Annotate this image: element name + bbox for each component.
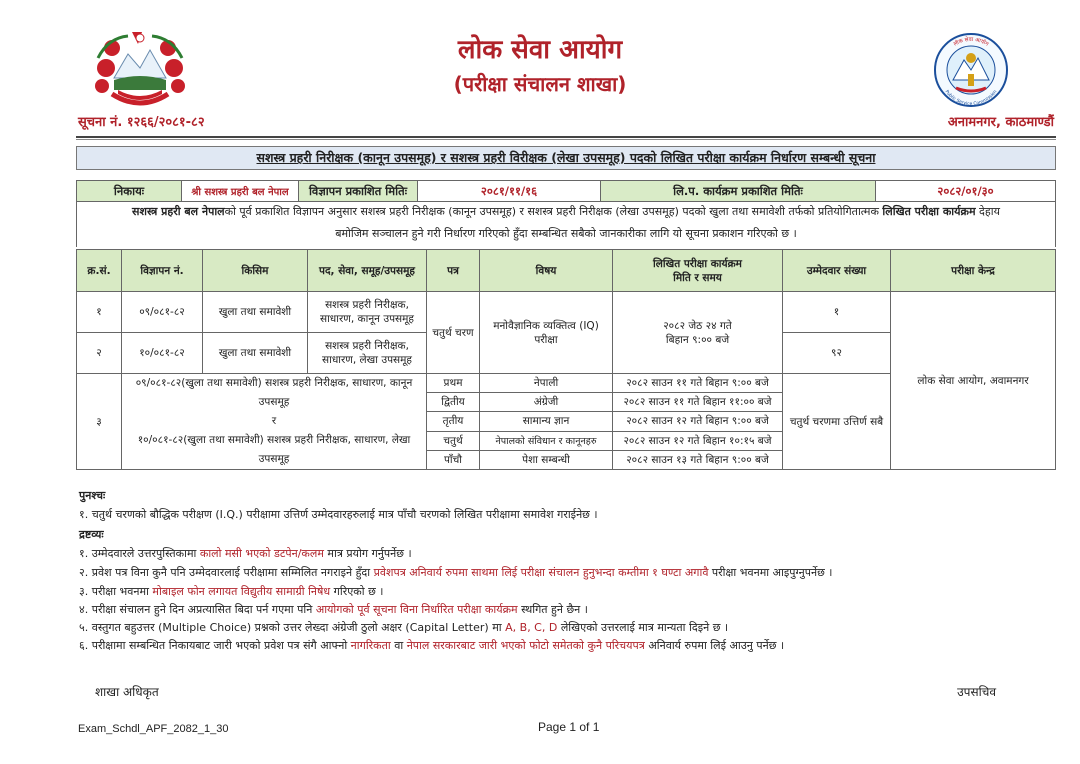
org-label: निकायः — [77, 181, 182, 202]
footer-page: Page 1 of 1 — [538, 720, 600, 734]
note-6-mid: वा — [390, 639, 407, 652]
header-post: पद, सेवा, समूह/उपसमूह — [308, 250, 427, 292]
note-6-b: अनिवार्य रुपमा लिई आउनु पर्नेछ । — [644, 639, 785, 652]
row2-post-1: सशस्त्र प्रहरी निरीक्षक, — [325, 340, 409, 352]
row2-post — [308, 333, 427, 374]
note-5 — [79, 620, 728, 635]
row3-desc-2: उपसमूह — [258, 396, 290, 408]
subject-2: अंग्रेजी — [480, 393, 613, 412]
drastavya-title: द्रष्टव्यः — [79, 528, 104, 541]
note-3 — [79, 584, 383, 599]
row1-sn: १ — [77, 292, 122, 333]
exam-schedule-table — [76, 249, 1056, 470]
intro-text-2: देहाय — [979, 205, 1000, 218]
notice-number: सूचना नं. १२६६/२०८१-८२ — [78, 115, 205, 130]
schedule-3: २०८२ साउन १२ गते बिहान ९:०० बजे — [613, 412, 783, 431]
row12-schedule-1: २०८२ जेठ २४ गते — [663, 319, 732, 332]
note-1 — [79, 546, 412, 561]
header-ad-no: विज्ञापन नं. — [122, 250, 203, 292]
row3-desc-3: र — [271, 415, 277, 427]
row3-desc-4: १०/०८१-८२(खुला तथा समावेशी) सशस्त्र प्रहरी निरीक्षक, साधारण, लेखा — [137, 434, 411, 446]
signature-right: उपसचिव — [957, 685, 996, 699]
row1-post — [308, 292, 427, 333]
psc-logo-arc-top: लोक सेवा आयोग — [952, 37, 990, 48]
paper-4: चतुर्थ — [427, 431, 480, 450]
signature-left: शाखा अधिकृत — [95, 685, 159, 699]
header-candidates: उम्मेदवार संख्या — [783, 250, 891, 292]
org-value: श्री सशस्त्र प्रहरी बल नेपाल — [182, 181, 299, 202]
note-3-b: गरिएको छ । — [330, 585, 384, 598]
header-sn: क्र.सं. — [77, 250, 122, 292]
paper-5: पाँचौ — [427, 450, 480, 469]
exam-centre: लोक सेवा आयोग, अवामनगर — [891, 292, 1056, 470]
note-1-red: कालो मसी भएको डटपेन/कलम — [199, 547, 324, 560]
ad-date-label: विज्ञापन प्रकाशित मितिः — [299, 181, 418, 202]
note-2 — [79, 565, 832, 580]
row12-schedule — [613, 292, 783, 374]
note-1-a: १. उम्मेदवारले उत्तरपुस्तिकामा — [79, 547, 200, 560]
note-5-a: ५. वस्तुगत बहुउत्तर (Multiple Choice) प्रश्नको उत्तर लेख्दा अंग्रेजी ठुलो अक्षर (Capital Letter) मा — [79, 621, 506, 634]
row12-subject-1: मनोवैज्ञानिक व्यक्तित्व (IQ) — [493, 319, 599, 332]
note-6 — [79, 638, 784, 653]
row2-sn: २ — [77, 333, 122, 374]
schedule-5: २०८२ साउन १३ गते बिहान ९:०० बजे — [613, 450, 783, 469]
program-date-value: २०८२/०१/३० — [876, 181, 1056, 202]
page-title: लोक सेवा आयोग — [457, 35, 623, 65]
paper-3: तृतीय — [427, 412, 480, 431]
note-4-b: स्थगित हुने छैन । — [517, 603, 588, 616]
note-2-b: परीक्षा भवनमा आइपुग्नुपर्नेछ । — [708, 566, 833, 579]
row12-subject-2: परीक्षा — [534, 333, 558, 346]
subject-5: पेशा सम्बन्धी — [480, 450, 613, 469]
note-4-red: आयोगको पूर्व सूचना विना निर्धारित परीक्षा कार्यक्रम — [315, 603, 518, 616]
row2-post-2: साधारण, लेखा उपसमूह — [322, 354, 412, 366]
subject-1: नेपाली — [480, 374, 613, 393]
header-schedule — [613, 250, 783, 292]
row1-post-2: साधारण, कानून उपसमूह — [319, 313, 414, 325]
intro-exam: लिखित परीक्षा कार्यक्रम — [882, 205, 976, 218]
header-type: किसिम — [203, 250, 308, 292]
paper-2: द्वितीय — [427, 393, 480, 412]
table-row — [77, 292, 1056, 333]
row2-type: खुला तथा समावेशी — [203, 333, 308, 374]
note-5-b: लेखिएको उत्तरलाई मात्र मान्यता दिइने छ । — [557, 621, 729, 634]
header-paper: पत्र — [427, 250, 480, 292]
note-6-a: ६. परीक्षामा सम्बन्धित निकायबाट जारी भएको प्रवेश पत्र संगै आफ्नो — [79, 639, 351, 652]
row2-ad-no: १०/०८१-८२ — [122, 333, 203, 374]
note-1-b: मात्र प्रयोग गर्नुपर्नेछ । — [323, 547, 412, 560]
row2-candidates: ९२ — [783, 333, 891, 374]
row1-candidates: १ — [783, 292, 891, 333]
meta-table — [76, 180, 1056, 202]
row12-paper: चतुर्थ चरण — [427, 292, 480, 374]
note-4 — [79, 602, 588, 617]
row3-desc — [122, 374, 427, 470]
paper-1: प्रथम — [427, 374, 480, 393]
subject-4: नेपालको संविधान र कानूनहरु — [480, 431, 613, 450]
note-6-red-2: नेपाल सरकारबाट जारी भएको फोटो समेतको कुनै परिचयपत्र — [406, 639, 645, 652]
header-schedule-2: मिति र समय — [673, 271, 722, 284]
note-4-a: ४. परीक्षा संचालन हुने दिन अप्रत्यासित बिदा पर्न गएमा पनि — [79, 603, 316, 616]
schedule-4: २०८२ साउन १२ गते बिहान १०:१५ बजे — [613, 431, 783, 450]
intro-paragraph — [76, 201, 1056, 247]
note-2-a: २. प्रवेश पत्र विना कुनै पनि उम्मेदवारलाई परीक्षामा सम्मिलित नगराइने हुँदा — [79, 566, 374, 579]
punascha-1: १. चतुर्थ चरणको बौद्धिक परीक्षण (I.Q.) परीक्षामा उत्तिर्ण उम्मेदवारहरुलाई मात्र पाँचौ चरणको लिखित परीक्षामा समावेश गराईनेछ । — [79, 508, 598, 521]
schedule-1: २०८२ साउन ११ गते बिहान ९:०० बजे — [613, 374, 783, 393]
note-3-a: ३. परीक्षा भवनमा — [79, 585, 153, 598]
page-subtitle: (परीक्षा संचालन शाखा) — [453, 72, 627, 96]
subject-3: सामान्य ज्ञान — [480, 412, 613, 431]
footer-filename: Exam_Schdl_APF_2082_1_30 — [78, 723, 229, 735]
note-3-red: मोबाइल फोन लगायत विद्युतीय सामाग्री निषेध — [152, 585, 331, 598]
header-subject: विषय — [480, 250, 613, 292]
row3-sn: ३ — [77, 374, 122, 470]
notice-subject: सशस्त्र प्रहरी निरीक्षक (कानून उपसमूह) र सशस्त्र प्रहरी विरीक्षक (लेखा उपसमूह) पदको लिखित परीक्षा कार्यक्रम निर्धारण सम्बन्धी सूचना — [76, 146, 1056, 170]
note-2-red: प्रवेशपत्र अनिवार्य रुपमा साथमा लिई परीक्षा संचालन हुनुभन्दा कम्तीमा १ घण्टा अगावै — [373, 566, 709, 579]
psc-logo-arc-bottom: Public Service Commission — [943, 89, 999, 107]
row3-candidates: चतुर्थ चरणमा उत्तिर्ण सबै — [783, 374, 891, 470]
row12-subject — [480, 292, 613, 374]
row12-schedule-2: बिहान ९:०० बजे — [665, 333, 730, 346]
header-schedule-1: लिखित परीक्षा कार्यक्रम — [653, 257, 742, 270]
note-6-red-1: नागरिकता — [350, 639, 391, 652]
intro-org: सशस्त्र प्रहरी बल नेपाल — [132, 205, 225, 218]
schedule-2: २०८२ साउन ११ गते बिहान ११:०० बजे — [613, 393, 783, 412]
row1-type: खुला तथा समावेशी — [203, 292, 308, 333]
program-date-label: लि.प. कार्यक्रम प्रकाशित मितिः — [601, 181, 876, 202]
intro-text-1: को पूर्व प्रकाशित विज्ञापन अनुसार सशस्त्र प्रहरी निरीक्षक (कानून उपसमूह) र सशस्त्र प्रहरी निरीक्षक (लेखा उपसमूह) पदको खुला तथा समावेशी तर्फको प्रतियोगितात्मक — [224, 205, 879, 218]
row3-desc-1: ०९/०८१-८२(खुला तथा समावेशी) सशस्त्र प्रहरी निरीक्षक, साधारण, कानून — [135, 377, 413, 389]
header-centre: परीक्षा केन्द्र — [891, 250, 1056, 292]
header-divider-thin — [76, 139, 1056, 140]
row3-desc-5: उपसमूह — [258, 453, 290, 465]
header-divider — [76, 136, 1056, 138]
note-5-red: A, B, C, D — [505, 621, 558, 634]
row1-post-1: सशस्त्र प्रहरी निरीक्षक, — [325, 299, 409, 311]
place-name: अनामनगर, काठमाण्डौं — [947, 115, 1054, 130]
intro-text-3: बमोजिम सञ्चालन हुने गरी निर्धारण गरिएको हुँदा सम्बन्धित सबैको जानकारीका लागि यो सूचना प्रकाशन गरिएको छ । — [335, 227, 797, 240]
ad-date-value: २०८१/११/१६ — [418, 181, 601, 202]
row1-ad-no: ०९/०८१-८२ — [122, 292, 203, 333]
punascha-title: पुनश्चः — [79, 489, 106, 502]
